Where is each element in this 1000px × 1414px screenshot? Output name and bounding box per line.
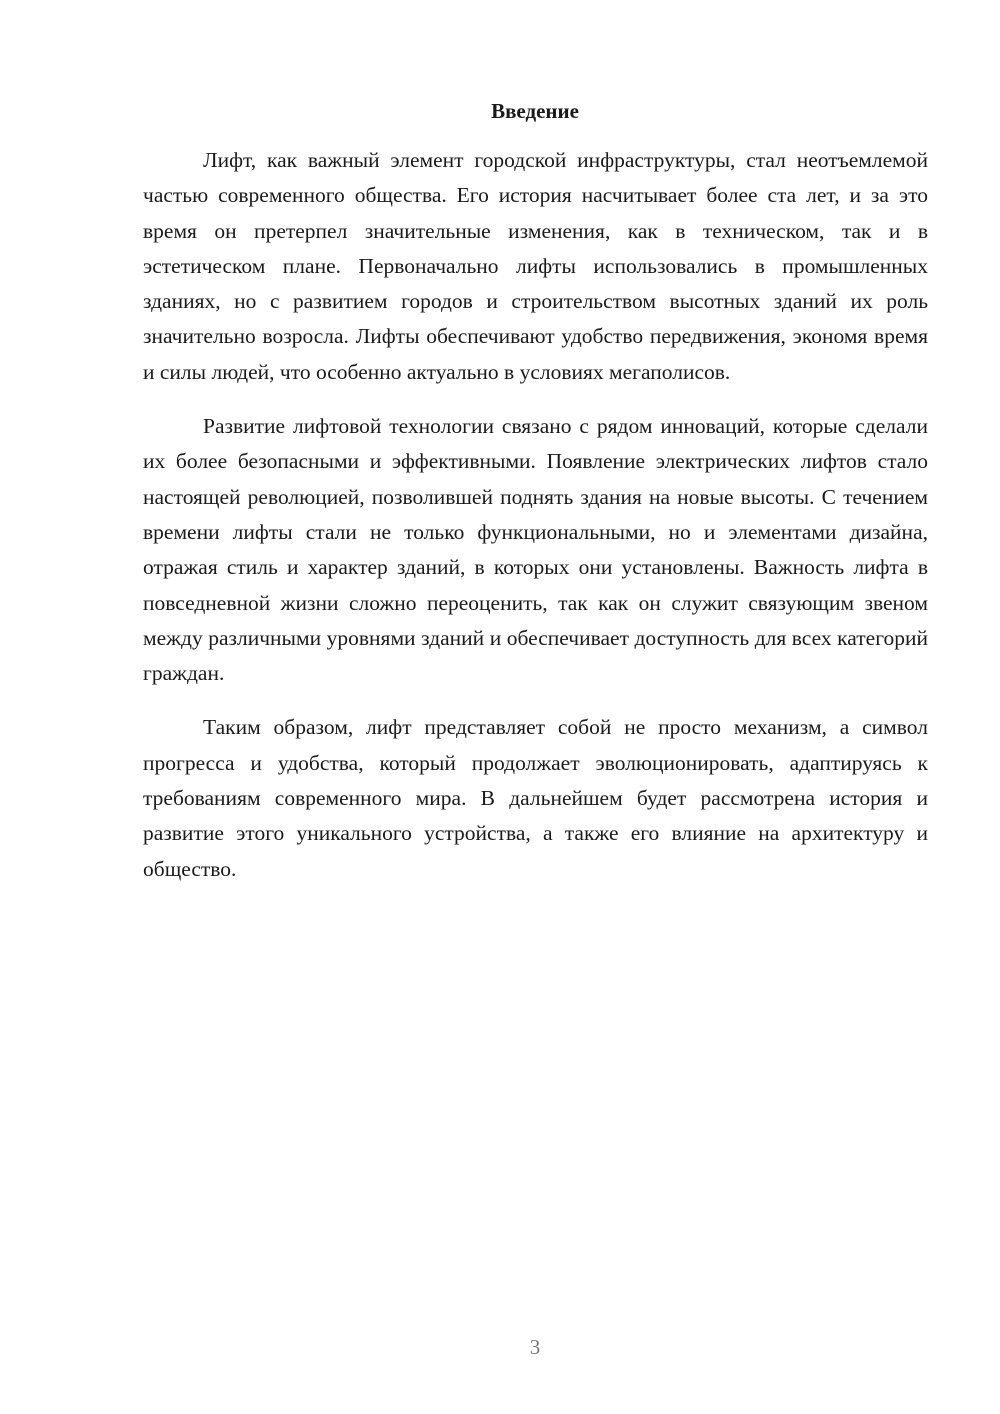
paragraph-2: Развитие лифтовой технологии связано с рядом инноваций, которые сделали их более безопасными и эффективными. Появление электрических лифтов стало настоящей революцией, позволившей поднять здания на новые высоты. С течением времени лифты стали не только функциональными, но и элементами дизайна, отражая стиль и характер зданий, в которых они установлены. Важность лифта в повседневной жизни сложно переоценить, так как он служит связующим звеном между различными уровнями зданий и обеспечивает доступность для всех категорий граждан. xyxy=(143,414,928,686)
body-text xyxy=(143,143,928,906)
section-heading: Введение xyxy=(491,99,579,123)
page-number: 3 xyxy=(529,1335,541,1359)
paragraph-1: Лифт, как важный элемент городской инфраструктуры, стал неотъемлемой частью современного общества. Его история насчитывает более ста лет, и за это время он претерпел значительные изменения, как в техническом, так и в эстетическом плане. Первоначально лифты использовались в промышленных зданиях, но с развитием городов и строительством высотных зданий их роль значительно возросла. Лифты обеспечивают удобство передвижения, экономя время и силы людей, что особенно актуально в условиях мегаполисов. xyxy=(143,148,928,384)
paragraph-3: Таким образом, лифт представляет собой не просто механизм, а символ прогресса и удобства, который продолжает эволюционировать, адаптируясь к требованиям современного мира. В дальнейшем будет рассмотрена история и развитие этого уникального устройства, а также его влияние на архитектуру и общество. xyxy=(143,715,928,881)
